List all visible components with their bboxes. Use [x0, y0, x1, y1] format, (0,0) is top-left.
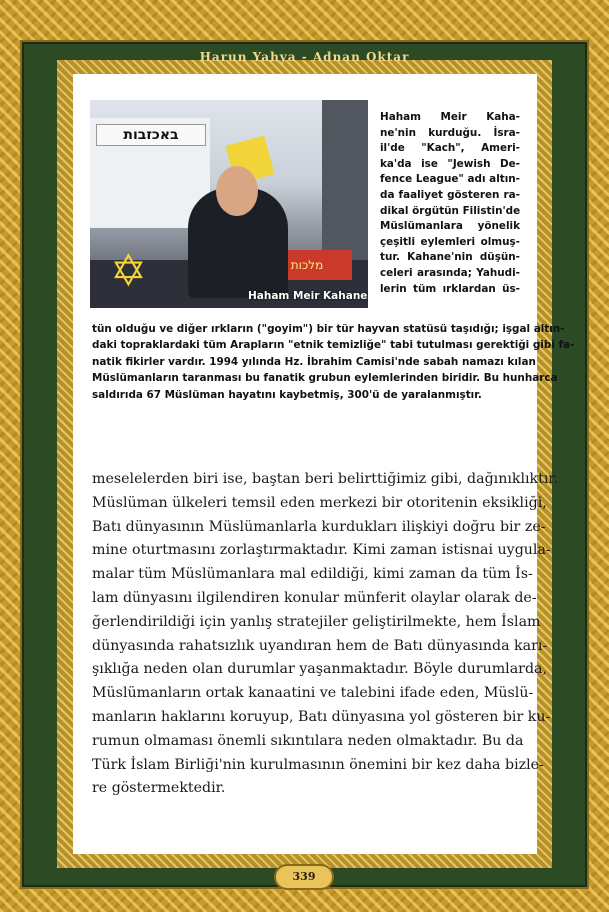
body-line: şıklığa neden olan durumlar yaşanmaktadır. Böyle durumlarda, — [92, 661, 547, 678]
caption-wide-text — [92, 321, 575, 403]
caption-line: natik fikirler vardır. 1994 yılında Hz. İbrahim Camisi'nde sabah namazı kılan — [92, 355, 536, 368]
star-of-david-icon: ✡ — [110, 246, 147, 297]
body-paragraph — [92, 468, 559, 801]
body-line: re göstermektedir. — [92, 780, 226, 797]
caption-line: tün olduğu ve diğer ırkların ("goyim") bir tür hayvan statüsü taşıdığı; işgal altın- — [92, 323, 565, 335]
caption-line: fence League" adı altın- — [380, 173, 520, 186]
body-line: malar tüm Müslümanlara mal edildiği, kimi zaman da tüm İs- — [92, 566, 533, 583]
caption-line: daki topraklardaki tüm Arapların "etnik temizliğe" tabi tutulması gerektiği gibi fa- — [92, 339, 575, 352]
body-line: ğerlendirildiği için yanlış stratejiler geliştirilmekte, hem İslam — [92, 613, 541, 630]
running-header-title: Harun Yahya - Adnan Oktar — [199, 50, 410, 64]
body-line: Müslüman ülkeleri temsil eden merkezi bir otoritenin eksikliği, — [92, 494, 547, 511]
body-line: Batı dünyasının Müslümanlarla kurdukları ilişkiyi doğru bir ze- — [92, 518, 546, 535]
caption-line: da faaliyet gösteren ra- — [380, 188, 520, 201]
caption-line: saldırıda 67 Müslüman hayatını kaybetmiş, 300'ü de yaralanmıştır. — [92, 388, 482, 401]
body-line: lam dünyasını ilgilendiren konular münferit olaylar olarak de- — [92, 589, 537, 606]
body-line: mine oturtmasını zorlaştırmaktadır. Kimi zaman istisnai uygula- — [92, 542, 551, 559]
photo-caption: Haham Meir Kahane — [248, 290, 368, 302]
body-line: Müslümanların ortak kanaatini ve talebini ifade eden, Müslü- — [92, 685, 534, 702]
page-number: 339 — [276, 866, 332, 888]
caption-line: Haham Meir Kaha- — [380, 111, 520, 123]
photo-hebrew-sign: באכזבות — [96, 124, 206, 146]
caption-line: lerin tüm ırklardan üs- — [380, 282, 520, 295]
caption-line: dikal örgütün Filistin'de — [380, 204, 521, 217]
body-line: Türk İslam Birliği'nin kurulmasının önemini bir kez daha bizle- — [92, 756, 544, 773]
caption-line: çeşitli eylemleri olmuş- — [380, 235, 520, 248]
caption-line: celeri arasında; Yahudi- — [380, 266, 520, 279]
body-line: dünyasında rahatsızlık uyandıran hem de Batı dünyasında karı- — [92, 637, 548, 654]
photo-banner: מלכות — [262, 250, 352, 280]
caption-line: il'de "Kach", Ameri- — [380, 142, 520, 155]
caption-line: Müslümanların taranması bu fanatik grubun eylemlerinden biridir. Bu hunharca — [92, 372, 558, 385]
caption-line: Müslümanlara yönelik — [380, 220, 520, 233]
body-line: rumun olmaması önemli sıkıntılara neden olmaktadır. Bu da — [92, 732, 524, 749]
caption-line: ka'da ise "Jewish De- — [380, 157, 520, 170]
caption-line: ne'nin kurduğu. İsra- — [380, 126, 520, 139]
caption-line: tur. Kahane'nin düşün- — [380, 251, 520, 264]
kahane-photo — [90, 100, 368, 308]
body-line: meselelerden biri ise, baştan beri belirttiğimiz gibi, dağınıklıktır. — [92, 471, 559, 487]
body-line: manların haklarını koruyup, Batı dünyasına yol gösteren bir ku- — [92, 708, 551, 725]
caption-side-text — [380, 110, 520, 297]
photo-speaker-head — [216, 166, 258, 216]
